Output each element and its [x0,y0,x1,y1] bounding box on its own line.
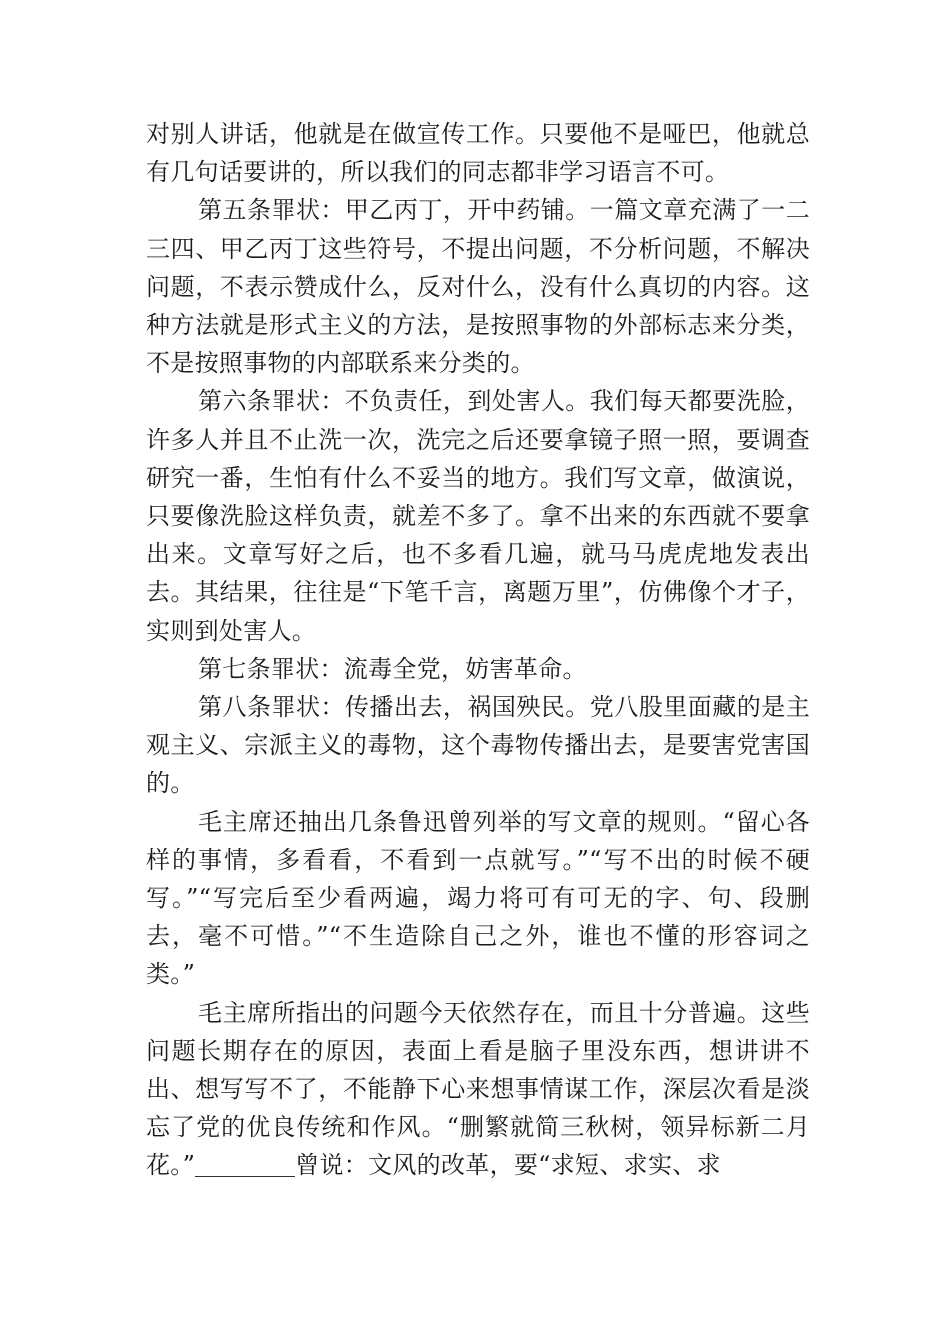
paragraph-7-text: 毛主席所指出的问题今天依然存在，而且十分普遍。这些问题长期存在的原因，表面上看是脑子里没东西，想讲讲不出、想写写不了，不能静下心来想事情谋工作，深层次看是淡忘了党的优良传统和作风。“删繁就简三秋树，领异标新二月花。” [146,998,810,1180]
paragraph-3: 第六条罪状：不负责任，到处害人。我们每天都要洗脸，许多人并且不止洗一次，洗完之后还要拿镜子照一照，要调查研究一番，生怕有什么不妥当的地方。我们写文章，做演说，只要像洗脸这样负责，就差不多了。拿不出来的东西就不要拿出来。文章写好之后，也不多看几遍，就马马虎虎地发表出去。其结果，往往是“下笔千言，离题万里”，仿佛像个才子，实则到处害人。 [146,387,810,645]
paragraph-7-suffix: 曾说：文风的改革，要“求短、求实、求 [295,1151,721,1180]
document-body [146,115,810,1185]
paragraph-4: 第七条罪状：流毒全党，妨害革命。 [198,654,587,683]
paragraph-5: 第八条罪状：传播出去，祸国殃民。党八股里面藏的是主观主义、宗派主义的毒物，这个毒物传播出去，是要害党害国的。 [146,693,810,798]
paragraph-2: 第五条罪状：甲乙丙丁，开中药铺。一篇文章充满了一二三四、甲乙丙丁这些符号，不提出问题，不分析问题，不解决问题，不表示赞成什么，反对什么，没有什么真切的内容。这种方法就是形式主义的方法，是按照事物的外部标志来分类，不是按照事物的内部联系来分类的。 [146,196,810,378]
paragraph-1: 对别人讲话，他就是在做宣传工作。只要他不是哑巴，他就总有几句话要讲的，所以我们的同志都非学习语言不可。 [146,120,810,187]
paragraph-6: 毛主席还抽出几条鲁迅曾列举的写文章的规则。“留心各样的事情，多看看，不看到一点就写。”“写不出的时候不硬写。”“写完后至少看两遍，竭力将可有可无的字、句、段删去，毫不可惜。”“不生造除自己之外，谁也不懂的形容词之类。” [146,807,810,989]
paragraph-7 [146,994,810,1185]
redacted-name-blank [195,1152,295,1177]
